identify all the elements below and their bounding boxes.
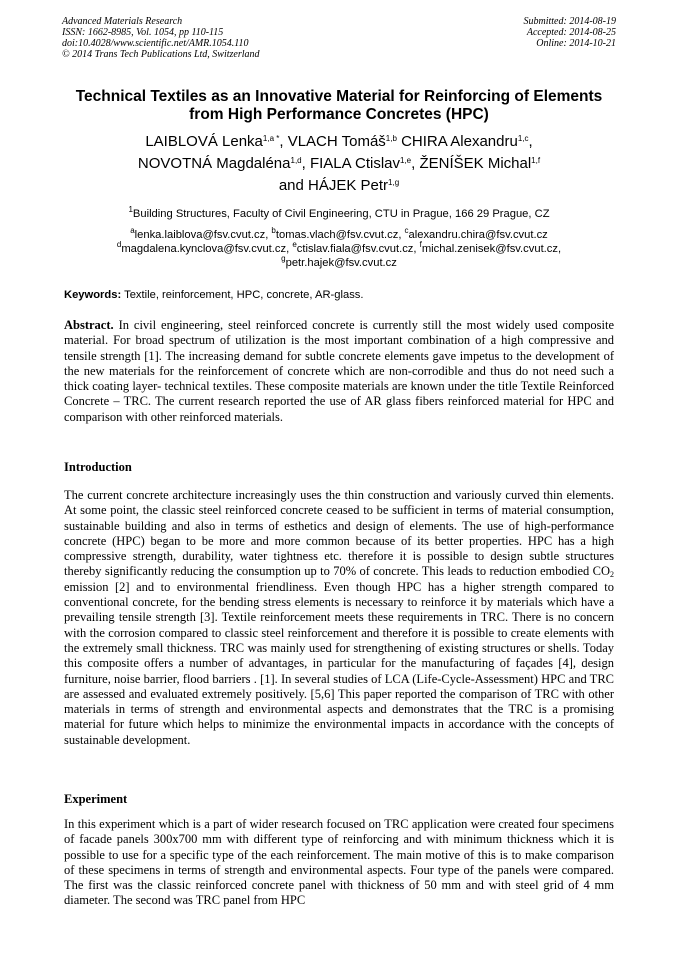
keywords-text: Textile, reinforcement, HPC, concrete, AR-glass.	[124, 289, 364, 301]
affiliation	[40, 207, 638, 221]
title-line: Technical Textiles as an Innovative Material for Reinforcing of Elements	[75, 88, 603, 105]
author-name: FIALA Ctislav	[309, 155, 400, 172]
author-affil-mark: 1,c	[517, 134, 529, 143]
affiliation-text: Building Structures, Faculty of Civil Engineering, CTU in Prague, 166 29 Prague, CZ	[132, 208, 550, 220]
author-name: HÁJEK Petr	[308, 177, 389, 194]
author-name: VLACH Tomáš	[287, 133, 386, 150]
paper-title	[40, 88, 638, 124]
author-affil-mark: 1,b	[385, 134, 397, 143]
journal-header	[62, 16, 260, 60]
title-line: from High Performance Concretes (HPC)	[189, 106, 489, 123]
author-affil-mark: 1,f	[531, 156, 541, 165]
introduction-body: The current concrete architecture increasingly uses the thin construction and variously curved thin elements. At some point, the classic steel reinforced concrete ceased to be sufficient in terms of material consumption, sustainable building and also in terms of esthetics and design of elements. The use of high-performance concrete (HPC) began to be more and more common because of its better properties. HPC has a high compressive strength, durability, water tightness etc. therefore it is possible to design subtle structures thereby significantly reducing the consumption up to 70% of concrete. This leads to reduction embodied $CO_2$ emission [2] and to environmental friendliness. Even though HPC has a higher strength compared to conventional concrete, for the bending stress elements is necessary to reinforce it by materials which have a prevailing tensile strength [3]. Textile reinforcement meets these requirements in TRC. There is no concern with the corrosion compared to classic steel reinforcement and therefore it is possible to create elements with the extremely small thickness. TRC was mainly used for strengthening of existing structures or shells. Today this composite offers a number of advantages, in particular for the manufacturing of façades [4], design furniture, noise barrier, flood barriers . [1]. In several studies of LCA (Life-Cycle-Assessment) HPC and TRC are assessed and evaluated extremely positively. [5,6] This paper reported the comparison of TRC with other materials in terms of strength and environmental aspects and demonstrates that the TRC is a promising material for future which helps to minimize the environmental impacts in accordance with the concepts of sustainable development.	[64, 488, 614, 747]
affiliation-mark: 1	[128, 205, 133, 214]
email-link[interactable]: tomas.vlach@fsv.cvut.cz	[275, 229, 399, 241]
author-line: NOVOTNÁ Magdaléna$^{1,d}$, FIALA Ctislav$^{1,e}$, ŽENÍŠEK Michal$^{1,f}$	[137, 155, 541, 172]
email-line: $^g$petr.hajek@fsv.cvut.cz	[281, 254, 397, 269]
abstract	[64, 318, 614, 425]
author-name: CHIRA Alexandru	[401, 133, 518, 150]
submitted-date: Submitted: 2014-08-19	[523, 16, 616, 27]
email-link[interactable]: magdalena.kynclova@fsv.cvut.cz	[121, 243, 287, 255]
email-link[interactable]: alexandru.chira@fsv.cvut.cz	[408, 229, 548, 241]
author-list	[40, 131, 638, 197]
email-list	[40, 228, 638, 270]
email-link[interactable]: ctislav.fiala@fsv.cvut.cz	[296, 243, 414, 255]
dates-header	[524, 16, 617, 49]
online-date: Online: 2014-10-21	[536, 38, 616, 49]
journal-name: Advanced Materials Research	[62, 16, 183, 27]
author-name: NOVOTNÁ Magdaléna	[137, 155, 291, 172]
copyright-line: © 2014 Trans Tech Publications Ltd, Switzerland	[62, 49, 260, 60]
subscript: 2	[610, 570, 614, 580]
email-link[interactable]: michal.zenisek@fsv.cvut.cz	[421, 243, 558, 255]
author-line: LAIBLOVÁ Lenka$^{1,a *}$, VLACH Tomáš$^{1,b}$ CHIRA Alexandru$^{1,c}$,	[145, 133, 533, 150]
authors-and: and	[278, 177, 304, 194]
author-name: LAIBLOVÁ Lenka	[145, 133, 263, 150]
keywords-label: Keywords:	[64, 289, 122, 301]
section-heading-experiment: Experiment	[64, 792, 128, 806]
email-line: $^a$lenka.laiblova@fsv.cvut.cz, $^b$tomas.vlach@fsv.cvut.cz, $^c$alexandru.chira@fsv.cvut.cz	[130, 226, 548, 241]
email-link[interactable]: lenka.laiblova@fsv.cvut.cz	[134, 229, 266, 241]
experiment-body: In this experiment which is a part of wider research focused on TRC application were created four specimens of facade panels 300x700 mm with different type of reinforcing and with minimum thickness which it is possible to use for a specific type of the each reinforcement. The main motive of this is to make comparison of these specimens in terms of strength and environmental aspects. Four type of the panels were compared. The first was the classic reinforced concrete panel with thickness of 50 mm and with steel grid of 4 mm diameter. The second was TRC panel from HPC	[64, 817, 614, 908]
email-line: $^d$magdalena.kynclova@fsv.cvut.cz, $^e$ctislav.fiala@fsv.cvut.cz, $^f$michal.zenisek@fsv.cvut.cz,	[116, 240, 562, 255]
email-link[interactable]: petr.hajek@fsv.cvut.cz	[285, 257, 397, 269]
issn-line: ISSN: 1662-8985, Vol. 1054, pp 110-115	[62, 27, 224, 38]
doi-line[interactable]: doi:10.4028/www.scientific.net/AMR.1054.110	[62, 38, 249, 49]
accepted-date: Accepted: 2014-08-25	[526, 27, 616, 38]
author-affil-mark: 1,d	[290, 156, 302, 165]
author-name: ŽENÍŠEK Michal	[419, 155, 532, 172]
author-affil-mark: 1,a *	[262, 134, 280, 143]
abstract-label: Abstract.	[64, 318, 114, 332]
keywords	[64, 288, 364, 302]
author-affil-mark: 1,e	[400, 156, 412, 165]
abstract-text: In civil engineering, steel reinforced concrete is currently still the most widely used composite material. For broad spectrum of utilization is the most important combination of a high compressive and tensile strength [1]. The increasing demand for subtle concrete elements gave impetus to the development of the new materials for the reinforcement of concrete which are non-corrodible and thus do not need such a thick coating layer- technical textiles. These composite materials are known under the title Textile Reinforced Concrete – TRC. The current research reported the use of AR glass fibers reinforced material for HPC and comparison with other reinforced materials.	[64, 318, 614, 424]
author-line	[40, 175, 638, 197]
author-affil-mark: 1,g	[388, 178, 400, 187]
section-heading-introduction: Introduction	[64, 460, 132, 474]
